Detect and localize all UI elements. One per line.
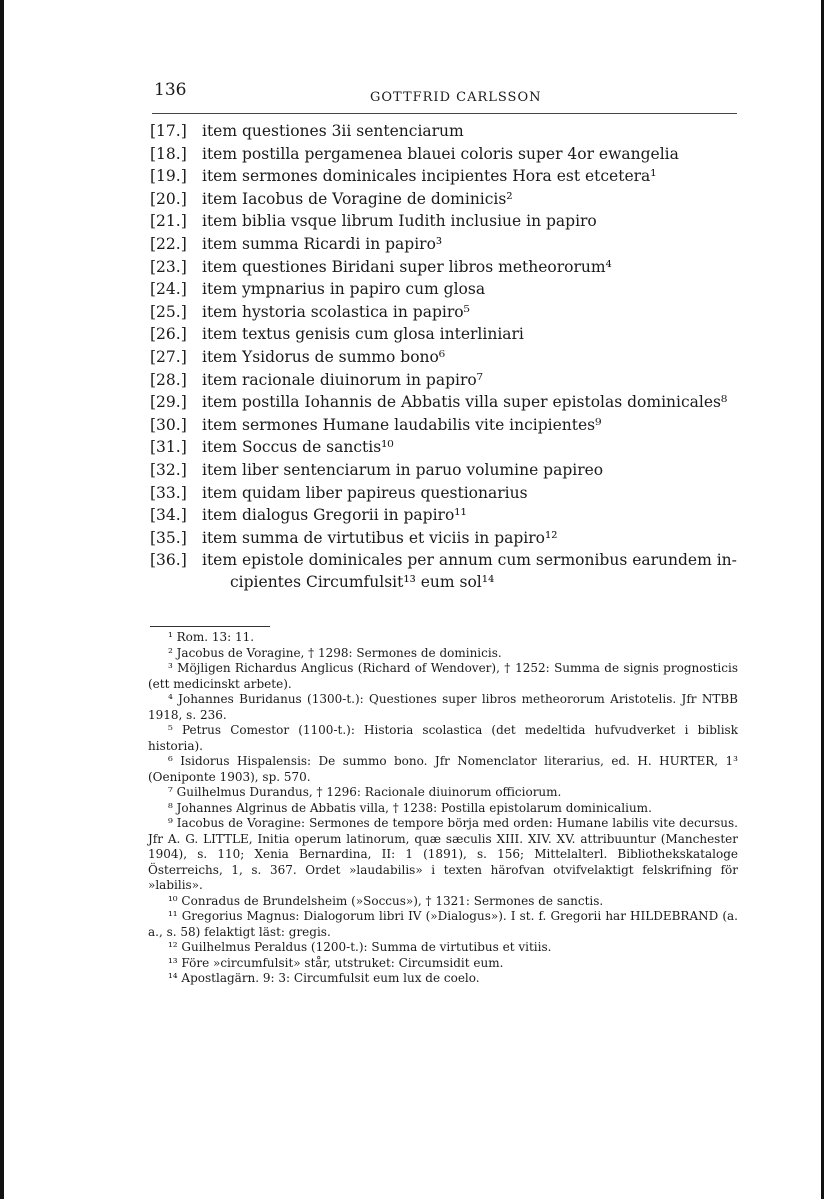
footnote: ¹³ Före »circumfulsit» står, utstruket: Circumsidit eum. [168, 955, 504, 970]
entry-number: [31.] [150, 438, 187, 457]
entry-text: item postilla pergamenea blauei coloris super 4or ewangelia [202, 144, 679, 163]
entry-number: [22.] [150, 234, 187, 253]
entry-text: item sermones Humane laudabilis vite incipientes⁹ [202, 415, 602, 434]
list-item [150, 256, 750, 279]
entry-number: [27.] [150, 347, 187, 366]
entry-text: item summa Ricardi in papiro³ [202, 234, 443, 253]
entry-text: item Soccus de sanctis¹⁰ [202, 438, 394, 457]
entry-text: item quidam liber papireus questionarius [202, 483, 528, 502]
entry-text: item dialogus Gregorii in papiro¹¹ [202, 506, 467, 525]
list-item [150, 527, 750, 550]
header-rule [152, 113, 737, 114]
running-head: GOTTFRID CARLSSON [370, 90, 542, 105]
entry-text: item questiones 3ii sentenciarum [202, 122, 464, 140]
entry-text: item summa de virtutibus et viciis in papiro¹² [202, 528, 558, 547]
entry-text: item ympnarius in papiro cum glosa [202, 280, 486, 299]
footnote: ⁹ Iacobus de Voragine: Sermones de tempore börja med orden: Humane labilis vite decursus. Jfr A. G. LITTLE, Initia operum latinorum, quæ sæculis XIII. XIV. XV. attribuuntur (Manchester 1904), s. 110; Xenia Bernardina, II: 1 (1891), s. 156; Mittelalterl. Bibliothekskataloge Österreichs, 1, s. 367. Ordet »laudabilis» i texten härofvan otvifvelaktigt felskrifning för »labilis». [148, 816, 738, 892]
footnote: ¹² Guilhelmus Peraldus (1200-t.): Summa de virtutibus et vitiis. [168, 940, 552, 954]
entry-number: [24.] [150, 280, 187, 299]
entry-text: item biblia vsque librum Iudith inclusiue in papiro [202, 212, 597, 231]
entry-number: [29.] [150, 393, 187, 412]
footnote-rule [150, 626, 270, 627]
entry-text-line: item epistole dominicales per annum cum sermonibus earundem in- [202, 551, 737, 570]
entry-number: [23.] [150, 257, 187, 276]
list-item [150, 233, 750, 256]
page-number: 136 [154, 80, 187, 100]
footnote: ⁸ Johannes Algrinus de Abbatis villa, † 1238: Postilla epistolarum dominicalium. [168, 800, 652, 815]
footnote: ² Jacobus de Voragine, † 1298: Sermones de dominicis. [168, 645, 502, 660]
list-item [150, 301, 750, 324]
list-item [150, 459, 750, 482]
entry-number: [19.] [150, 167, 187, 186]
footnote: ⁵ Petrus Comestor (1100-t.): Historia scolastica (det medeltida hufvudverket i biblisk historia). [148, 723, 738, 753]
entry-text-continuation: cipientes Circumfulsit¹³ eum sol¹⁴ [230, 573, 495, 592]
entry-number: [30.] [150, 415, 187, 434]
entry-text: item postilla Iohannis de Abbatis villa super epistolas dominicales⁸ [202, 393, 728, 412]
footnote: ¹ Rom. 13: 11. [168, 630, 255, 644]
inventory-list [150, 120, 750, 595]
footnote: ¹¹ Gregorius Magnus: Dialogorum libri IV (»Dialogus»). I st. f. Gregorii har HILDEBRAND (a. a., s. 58) felaktigt läst: gregis. [148, 909, 738, 939]
list-item [150, 369, 750, 392]
list-item [150, 120, 750, 143]
footnote: ¹⁰ Conradus de Brundelsheim (»Soccus»), † 1321: Sermones de sanctis. [168, 893, 604, 908]
entry-number: [28.] [150, 370, 187, 389]
entry-number: [17.] [150, 122, 187, 140]
entry-number: [35.] [150, 528, 187, 547]
entry-text: item hystoria scolastica in papiro⁵ [202, 302, 470, 321]
list-item [150, 391, 750, 414]
entry-text: item sermones dominicales incipientes Hora est etcetera¹ [202, 167, 657, 186]
footnote: ⁶ Isidorus Hispalensis: De summo bono. Jfr Nomenclator literarius, ed. H. HURTER, 1³ (Oeniponte 1903), sp. 570. [148, 754, 738, 784]
list-item [150, 436, 750, 459]
entry-text [202, 549, 742, 593]
entry-number: [21.] [150, 212, 187, 231]
list-item [150, 414, 750, 437]
entry-number: [32.] [150, 460, 187, 479]
entry-text: item textus genisis cum glosa interliniari [202, 325, 524, 344]
list-item [150, 549, 750, 595]
list-item [150, 278, 750, 301]
footnotes [148, 630, 738, 987]
entry-number: [36.] [150, 551, 187, 570]
entry-text: item racionale diuinorum in papiro⁷ [202, 370, 483, 389]
footnote: ⁴ Johannes Buridanus (1300-t.): Questiones super libros metheororum Aristotelis. Jfr NTBB 1918, s. 236. [148, 692, 738, 722]
entry-number: [25.] [150, 302, 187, 321]
list-item [150, 143, 750, 166]
scan-border-left [0, 0, 4, 1199]
footnote: ⁷ Guilhelmus Durandus, † 1296: Racionale diuinorum officiorum. [168, 785, 562, 799]
list-item [150, 482, 750, 505]
entry-text: item questiones Biridani super libros metheororum⁴ [202, 257, 612, 276]
list-item [150, 323, 750, 346]
footnote: ³ Möjligen Richardus Anglicus (Richard of Wendover), † 1252: Summa de signis prognosticis (ett medicinskt arbete). [148, 661, 738, 691]
list-item [150, 165, 750, 188]
list-item [150, 188, 750, 211]
entry-number: [20.] [150, 189, 187, 208]
list-item [150, 210, 750, 233]
entry-number: [18.] [150, 144, 187, 163]
entry-text: item Iacobus de Voragine de dominicis² [202, 189, 513, 208]
footnote: ¹⁴ Apostlagärn. 9: 3: Circumfulsit eum lux de coelo. [168, 971, 480, 985]
entry-text: item liber sentenciarum in paruo volumine papireo [202, 460, 604, 479]
entry-number: [26.] [150, 325, 187, 344]
list-item [150, 346, 750, 369]
entry-text: item Ysidorus de summo bono⁶ [202, 347, 446, 366]
entry-number: [33.] [150, 483, 187, 502]
list-item [150, 504, 750, 527]
entry-number: [34.] [150, 506, 187, 525]
